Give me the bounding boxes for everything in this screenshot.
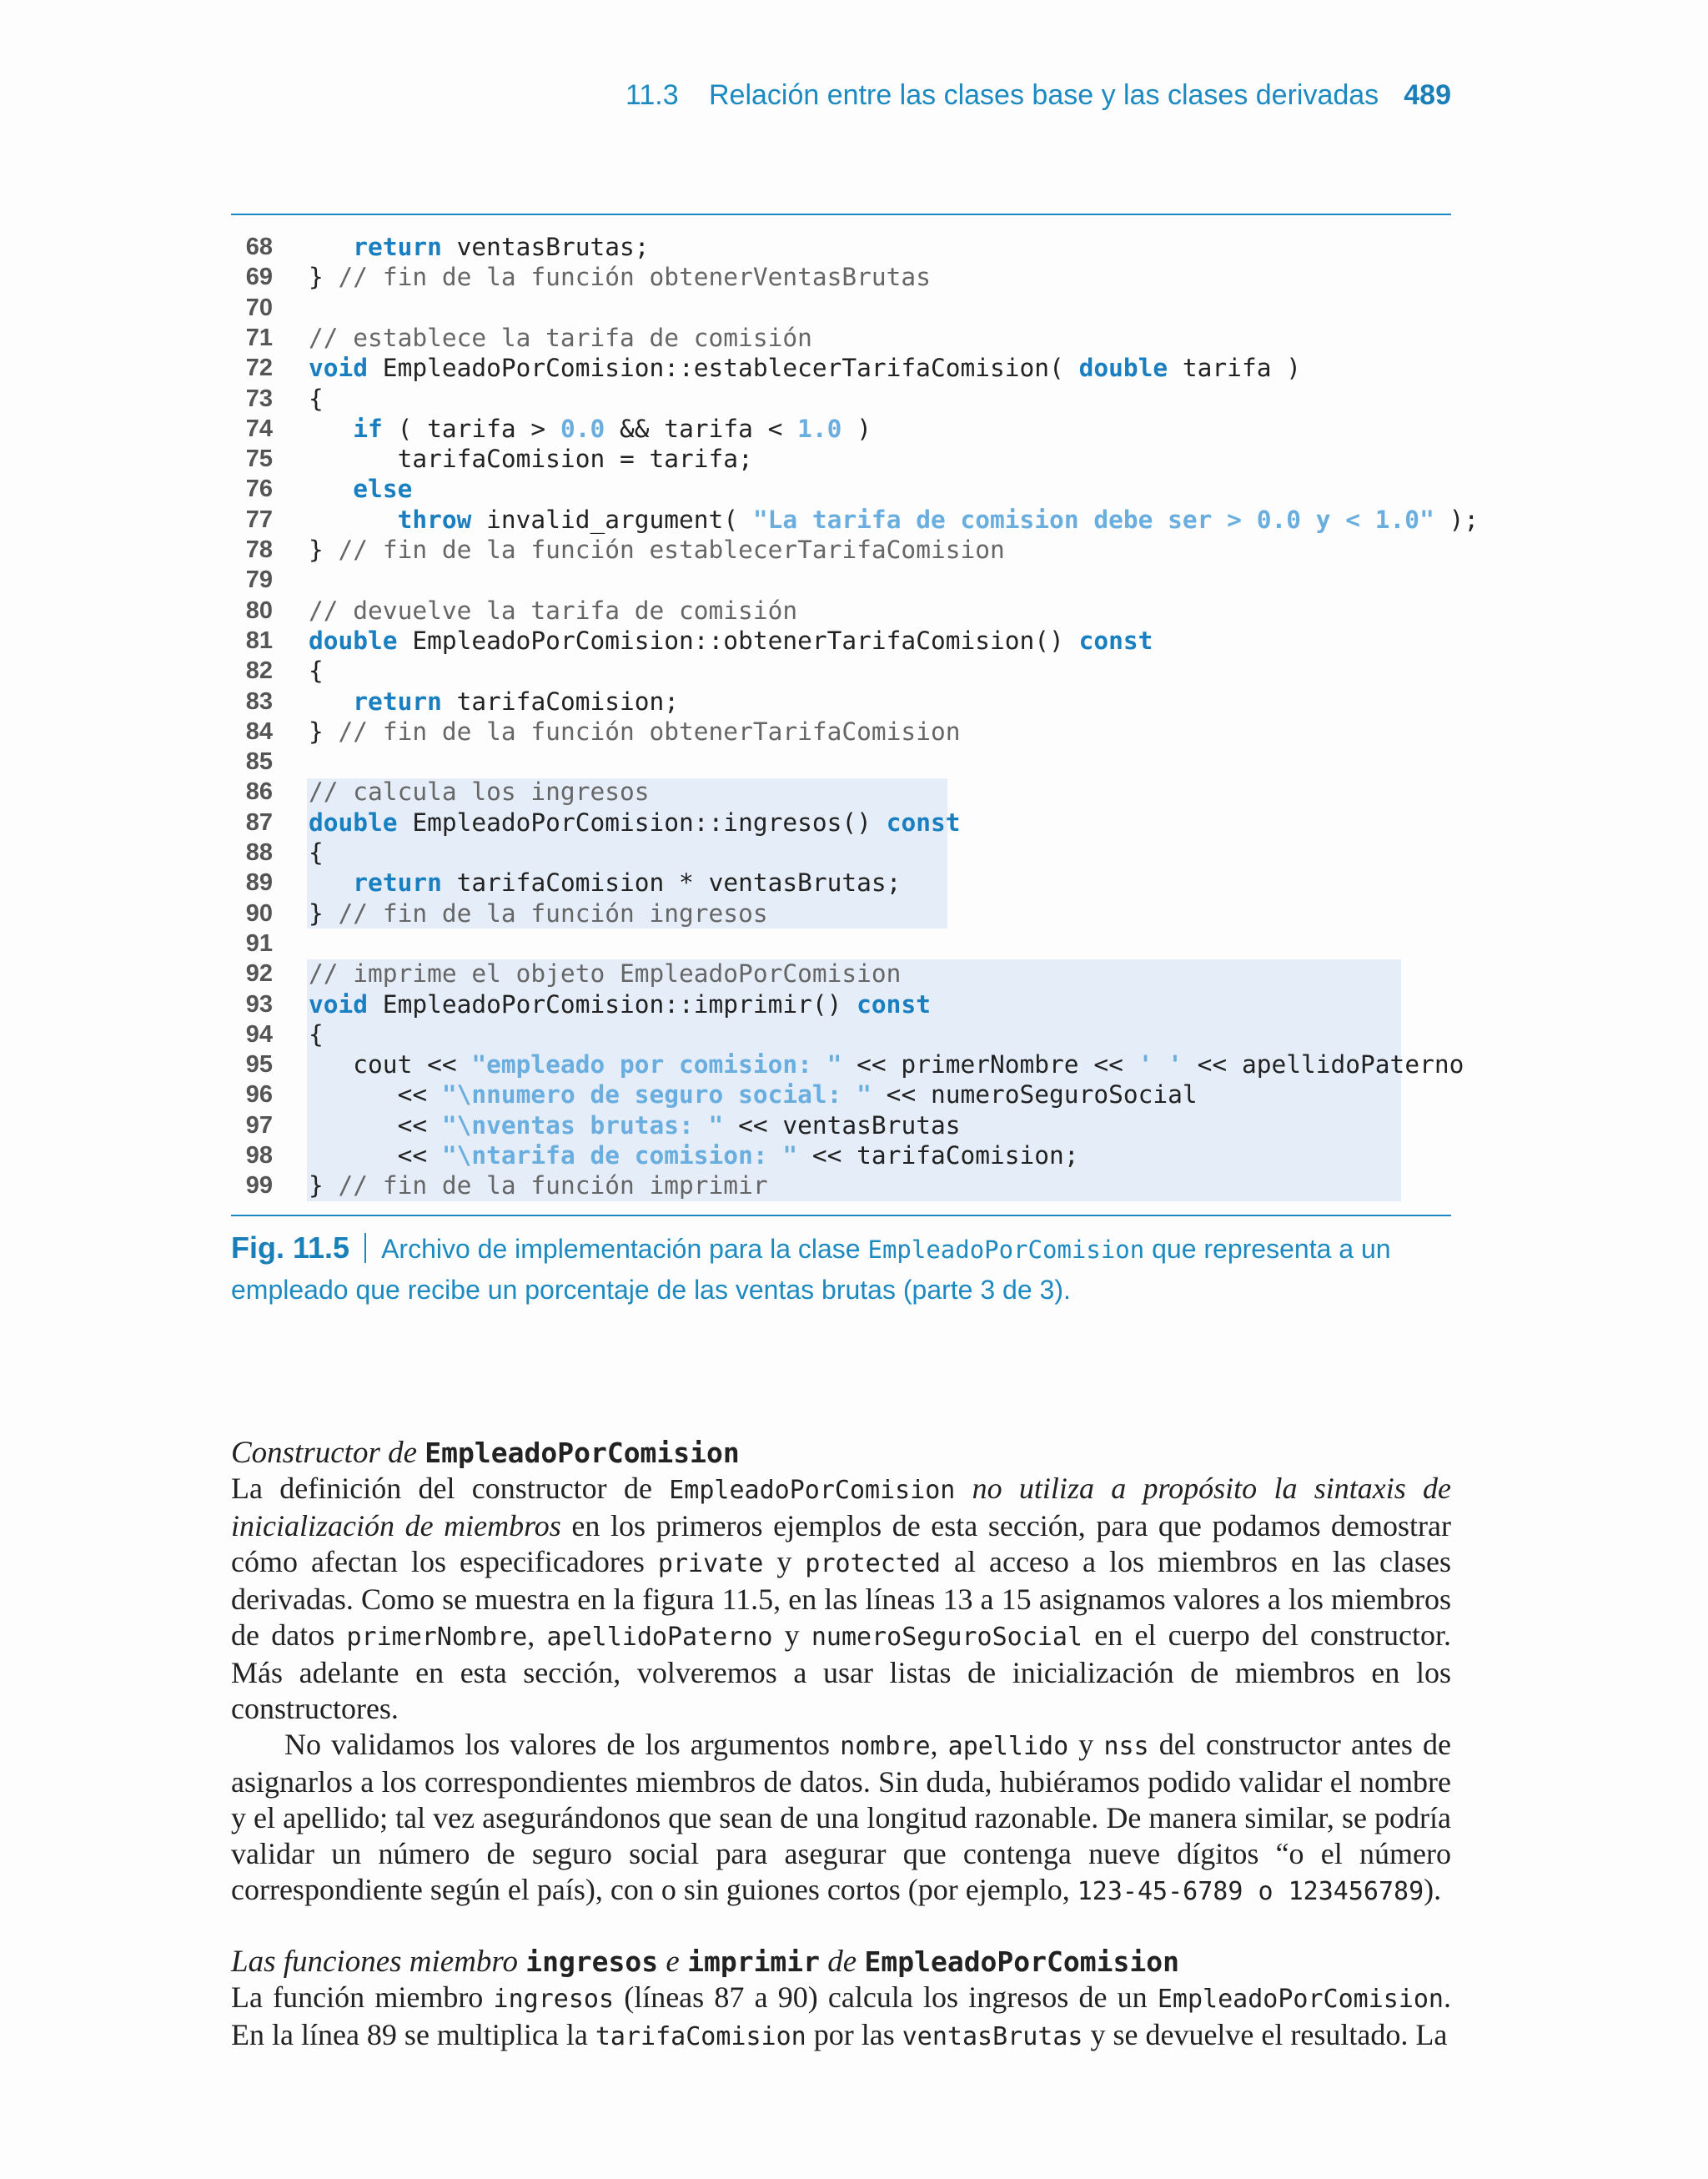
code-token: ventasBrutas; (441, 233, 650, 261)
inline-code: ventasBrutas (902, 2022, 1083, 2051)
code-line (231, 898, 1451, 928)
inline-code: tarifaComision (595, 2022, 806, 2051)
line-number: 98 (245, 1142, 273, 1169)
heading-text: Constructor de (231, 1436, 425, 1470)
code-line (231, 353, 1451, 383)
code-text (309, 626, 1153, 656)
text-run: Las funciones miembro (231, 1945, 526, 1979)
code-token: << tarifaComision; (797, 1141, 1079, 1170)
code-comment: // fin de la función imprimir (338, 1171, 768, 1200)
code-token: } (309, 1171, 339, 1200)
code-line (231, 505, 1479, 535)
code-token (309, 687, 353, 716)
code-line (231, 808, 1451, 838)
text-run: de (820, 1945, 865, 1979)
text-run: y (772, 1618, 811, 1652)
code-keyword: else (353, 475, 413, 504)
code-token: } (309, 263, 339, 292)
caption-text-before: Archivo de implementación para la clase (381, 1234, 868, 1264)
code-line (231, 596, 1451, 626)
line-number: 77 (245, 506, 273, 533)
code-token: EmpleadoPorComision::imprimir() (368, 989, 857, 1019)
code-token: << ventasBrutas (723, 1110, 961, 1140)
code-token: { (309, 838, 324, 867)
code-text (309, 959, 901, 989)
line-number: 74 (245, 415, 273, 442)
code-line (231, 1049, 1464, 1079)
code-line (231, 1170, 1451, 1200)
line-number: 82 (245, 657, 273, 685)
code-token: tarifaComision = tarifa; (309, 445, 753, 474)
code-line (231, 626, 1451, 656)
paragraph (231, 1980, 1451, 2055)
inline-code: nss (1103, 1732, 1149, 1761)
code-token: tarifaComision * ventasBrutas; (441, 868, 902, 898)
code-token: << primerNombre << (841, 1050, 1138, 1079)
figure-label: Fig. 11.5 (231, 1230, 350, 1265)
code-keyword: double (1078, 354, 1168, 383)
code-line (231, 838, 1451, 868)
text-run: No validamos los valores de los argumentos (284, 1728, 841, 1761)
code-text (309, 989, 931, 1019)
code-text (309, 353, 1301, 383)
code-text (309, 838, 324, 868)
inline-code: EmpleadoPorComision (864, 1945, 1179, 1978)
code-bottom-rule (231, 1215, 1451, 1216)
section-title: Relación entre las clases base y las clases derivadas (709, 79, 1379, 111)
text-run: , (527, 1618, 547, 1652)
code-token: } (309, 898, 339, 928)
inline-code: ingresos (525, 1945, 659, 1978)
inline-code: imprimir (687, 1945, 821, 1978)
code-token: ); (1434, 505, 1479, 534)
line-number: 89 (245, 869, 273, 897)
code-line (231, 293, 1451, 323)
line-number: 70 (245, 294, 273, 321)
line-number: 99 (245, 1172, 273, 1200)
text-run (955, 1472, 972, 1505)
code-token: EmpleadoPorComision::obtenerTarifaComision() (397, 626, 1079, 655)
text-run: del constructor antes de asignarlos a los correspondientes miembros de datos. Sin duda, hubiéramos podido validar el nombre y el apellido; tal vez asegurándonos que sean de una longitud razonable. De manera similar, se podría validar un número de seguro social para asegurar que contenga nueve dígitos “o el número correspondiente según el país), con o sin guiones cortos (por ejemplo, (231, 1728, 1452, 1906)
text-run: ). (1424, 1873, 1442, 1906)
code-line (231, 444, 1451, 474)
code-text (309, 596, 797, 626)
code-keyword: const (857, 989, 931, 1019)
code-text (309, 1140, 1079, 1170)
code-line (231, 535, 1451, 565)
code-token: EmpleadoPorComision::establecerTarifaComision( (368, 354, 1079, 383)
code-text (309, 898, 768, 928)
line-number: 81 (245, 627, 273, 654)
code-token (309, 506, 398, 534)
code-token: << numeroSeguroSocial (871, 1080, 1198, 1110)
code-keyword: void (309, 989, 369, 1019)
line-number: 94 (245, 1020, 273, 1048)
caption-code: EmpleadoPorComision (867, 1235, 1145, 1264)
paragraph (231, 1727, 1451, 1910)
inline-code: numeroSeguroSocial (811, 1623, 1083, 1652)
code-line (231, 1110, 1451, 1140)
line-number: 97 (245, 1111, 273, 1139)
code-line (231, 747, 1451, 777)
line-number: 95 (245, 1051, 273, 1079)
line-number: 87 (245, 808, 273, 836)
line-number: 76 (245, 476, 273, 503)
code-literal: 0.0 (560, 414, 605, 443)
code-text (309, 1019, 324, 1049)
section-number: 11.3 (625, 79, 679, 111)
line-number: 88 (245, 839, 273, 866)
text-run: La función miembro (231, 1980, 494, 2014)
code-line (231, 1140, 1451, 1170)
code-comment: // establece la tarifa de comisión (309, 323, 812, 352)
code-text (309, 1110, 960, 1140)
code-keyword: return (353, 687, 442, 716)
code-line (231, 384, 1451, 414)
code-keyword: return (353, 233, 442, 261)
code-token (309, 868, 353, 897)
code-text (309, 717, 960, 747)
code-token: && tarifa < (605, 414, 798, 443)
line-number: 93 (245, 990, 273, 1018)
text-run: e (658, 1945, 688, 1979)
code-keyword: throw (397, 505, 472, 534)
code-line (231, 414, 1451, 444)
code-text (309, 1049, 1464, 1079)
line-number: 96 (245, 1081, 273, 1109)
inline-code: EmpleadoPorComision (1157, 1985, 1444, 2014)
code-token: { (309, 384, 324, 413)
text-run: en los primeros ejemplos de esta sección, para que podamos demostrar cómo afectan los especificadores (231, 1509, 1452, 1578)
code-line (231, 687, 1451, 717)
code-text (309, 868, 901, 898)
line-number: 85 (245, 748, 273, 776)
code-line (231, 868, 1451, 898)
inline-code: EmpleadoPorComision (669, 1476, 956, 1505)
line-number: 90 (245, 899, 273, 927)
code-comment: // imprime el objeto EmpleadoPorComision (309, 959, 902, 989)
inline-code: 123-45-6789 o 123456789 (1077, 1877, 1424, 1906)
code-token: << (309, 1080, 442, 1110)
line-number: 83 (245, 687, 273, 715)
code-comment: // fin de la función obtenerTarifaComision (338, 717, 961, 746)
code-line (231, 262, 1451, 292)
code-text (309, 444, 753, 474)
code-keyword: void (309, 354, 369, 383)
code-token: } (309, 717, 339, 746)
code-comment: // calcula los ingresos (309, 777, 650, 807)
code-keyword: const (1078, 626, 1153, 655)
code-comment: // fin de la función ingresos (338, 898, 768, 928)
caption-text-after: que representa a un empleado que recibe un porcentaje de las ventas brutas (parte 3 de 3). (231, 1234, 1391, 1305)
section-member-functions (231, 1944, 1451, 2055)
code-line (231, 232, 1451, 262)
code-token: { (309, 657, 324, 686)
inline-code: apellido (947, 1732, 1069, 1761)
code-token: << apellidoPaterno (1182, 1050, 1464, 1079)
code-token: tarifa ) (1168, 354, 1301, 383)
line-number: 79 (245, 566, 273, 594)
section-heading (231, 1435, 1451, 1471)
code-line (231, 565, 1451, 595)
code-token (309, 233, 353, 261)
figure-caption (231, 1228, 1451, 1310)
code-text (309, 777, 650, 807)
emphasis-text: no utiliza a propósito la sintaxis de inicialización de miembros (231, 1472, 1451, 1542)
running-header (625, 79, 1451, 121)
text-run: y (763, 1545, 806, 1578)
code-text (309, 687, 679, 717)
code-token: cout << (309, 1050, 472, 1079)
text-run: , (930, 1728, 948, 1761)
code-comment: // fin de la función obtenerVentasBrutas (338, 263, 931, 292)
section-heading (231, 1944, 1451, 1980)
text-run: y (1068, 1728, 1104, 1761)
code-text (309, 808, 961, 838)
text-run: por las (806, 2018, 902, 2051)
code-keyword: const (886, 808, 961, 837)
code-line (231, 1079, 1451, 1110)
code-literal: "empleado por comision: " (471, 1050, 842, 1079)
code-token: invalid_argument( (471, 505, 753, 534)
inline-code: private (657, 1549, 764, 1578)
code-text (309, 262, 931, 292)
code-line (231, 928, 1451, 959)
line-number: 73 (245, 385, 273, 412)
code-line (231, 959, 1451, 989)
code-comment: // devuelve la tarifa de comisión (309, 596, 798, 625)
page-number: 489 (1404, 79, 1451, 111)
line-number: 71 (245, 324, 273, 351)
text-run: . En la línea 89 se multiplica la (231, 1980, 1451, 2051)
code-text (309, 1079, 1198, 1110)
line-number: 86 (245, 778, 273, 806)
code-keyword: return (353, 868, 442, 898)
code-keyword: double (309, 626, 398, 655)
inline-code: ingresos (493, 1985, 615, 2014)
code-top-rule (231, 214, 1451, 215)
text-run: al acceso a los miembros en las clases derivadas. Como se muestra en la figura 11.5, en las líneas 13 a 15 asignamos valores a los miembros de datos (231, 1545, 1451, 1652)
code-line (231, 323, 1451, 353)
code-literal: "\nnumero de seguro social: " (441, 1080, 872, 1110)
code-literal: "\ntarifa de comision: " (441, 1141, 798, 1170)
line-number: 68 (245, 234, 273, 260)
code-text (309, 1170, 768, 1200)
line-number: 72 (245, 355, 273, 382)
section-constructor (231, 1435, 1451, 1910)
code-token: tarifaComision; (441, 687, 680, 716)
code-text (309, 474, 412, 504)
code-token: } (309, 536, 339, 564)
code-line (231, 777, 1451, 807)
inline-code: apellidoPaterno (546, 1623, 773, 1652)
code-text (309, 414, 872, 444)
code-text (309, 535, 1005, 565)
inline-code: nombre (840, 1732, 931, 1761)
code-line (231, 656, 1451, 686)
text-run: (líneas 87 a 90) calcula los ingresos de un (614, 1980, 1158, 2014)
line-number: 69 (245, 264, 273, 291)
code-keyword: if (353, 414, 383, 443)
caption-divider (364, 1233, 366, 1263)
code-text (309, 323, 812, 353)
paragraph (231, 1471, 1451, 1727)
code-line (231, 474, 1451, 504)
code-literal: 1.0 (797, 414, 842, 443)
line-number: 84 (245, 717, 273, 745)
text-run: La definición del constructor de (231, 1472, 670, 1505)
line-number: 78 (245, 536, 273, 563)
line-number: 75 (245, 445, 273, 473)
code-text (309, 232, 650, 262)
code-literal: ' ' (1138, 1050, 1183, 1079)
code-token: ) (841, 414, 872, 443)
code-text (309, 505, 1479, 535)
code-comment: // fin de la función establecerTarifaComision (338, 536, 1005, 564)
code-keyword: double (309, 808, 398, 837)
line-number: 80 (245, 596, 273, 624)
code-token: << (309, 1141, 442, 1170)
code-literal: "La tarifa de comision debe ser > 0.0 y < 1.0" (752, 505, 1434, 534)
line-number: 91 (245, 929, 273, 957)
inline-code: protected (805, 1549, 941, 1578)
code-line (231, 989, 1451, 1019)
line-number: 92 (245, 960, 273, 988)
code-token: EmpleadoPorComision::ingresos() (397, 808, 887, 837)
code-line (231, 1019, 1451, 1049)
code-line (231, 717, 1451, 747)
code-text (309, 656, 324, 686)
code-token: { (309, 1019, 324, 1049)
code-token: << (309, 1110, 442, 1140)
code-token: ( tarifa > (382, 414, 560, 443)
heading-code: EmpleadoPorComision (424, 1437, 740, 1469)
code-literal: "\nventas brutas: " (441, 1110, 724, 1140)
text-run: y se devuelve el resultado. La (1083, 2018, 1448, 2051)
code-token (309, 415, 353, 443)
code-token (309, 475, 353, 503)
code-text (309, 384, 324, 414)
inline-code: primerNombre (346, 1623, 528, 1652)
text-run: en el cuerpo del constructor. Más adelante en esta sección, volveremos a usar listas de inicialización de miembros en los constructores. (231, 1618, 1452, 1725)
